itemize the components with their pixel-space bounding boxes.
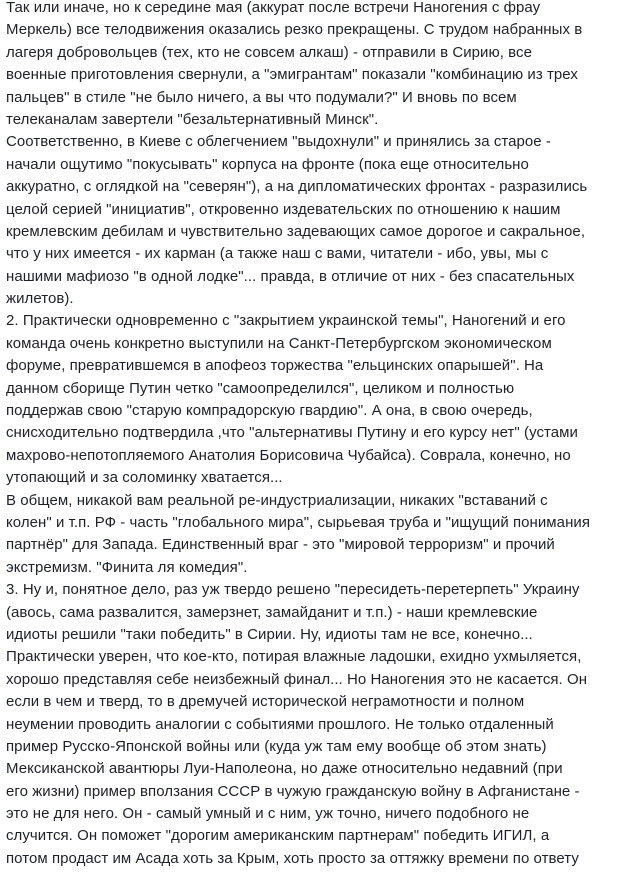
text-line: неумении проводить аналогии с событиями прошлого. Не только отдаленный <box>6 715 554 733</box>
text-line: это не для него. Он - самый умный и с ним, уж точно, ничего подобного не <box>6 805 530 823</box>
text-line: кремлевским дебилам и чувствительно задевающих самое дорогое и сакральное, <box>6 222 586 240</box>
text-line: поддержав свою "старую компрадорскую гвардию". А она, в свою очередь, <box>6 402 533 420</box>
text-line: махрово-непотопляемого Анатолия Борисовича Чубайса). Соврала, конечно, но <box>6 446 571 464</box>
text-line: 3. Ну и, понятное дело, раз уж твердо решено "пересидеть-перетерпеть" Украину <box>6 581 580 599</box>
text-line: пример Русско-Японской войны или (куда уж там ему вообще об этом знать) <box>6 737 547 755</box>
text-line: идиоты решили "таки победить" в Сирии. Ну, идиоты там не все, конечно... <box>6 625 533 643</box>
text-line: потом продаст им Асада хоть за Крым, хоть просто за оттяжку времени по ответу <box>6 849 579 867</box>
text-line: лагеря добровольцев (тех, кто не совсем алкаш) - отправили в Сирию, все <box>6 43 532 61</box>
text-line: начали ощутимо "покусывать" корпуса на фронте (пока еще относительно <box>6 155 529 173</box>
text-line: если в чем и тверд, то в дремучей исторической неграмотности и полном <box>6 693 525 711</box>
text-line: колен" и т.п. РФ - часть "глобального мира", сырьевая труба и "ищущий понимания <box>6 513 590 531</box>
text-line: Практически уверен, что кое-кто, потирая влажные ладошки, ехидно ухмыляется, <box>6 648 582 666</box>
text-line: военные приготовления свернули, а "эмигрантам" показали "комбинацию из трех <box>6 66 578 84</box>
text-line: нашими мафиозо "в одной лодке"... правда, в отличие от них - без спасательных <box>6 267 575 285</box>
text-line: Так или иначе, но к середине мая (аккурат после встречи Наногения с фрау <box>6 0 541 16</box>
text-line: данном сборище Путин четко "самоопределился", целиком и полностью <box>6 379 515 397</box>
text-line: снисходительно подтвердила ,что "альтернативы Путину и его курсу нет" (устами <box>6 424 578 442</box>
text-line: Меркель) все телодвижения оказались резко прекращены. С трудом набранных в <box>6 21 583 39</box>
text-line: случится. Он поможет "дорогим американским партнерам" победить ИГИЛ, а <box>6 827 550 845</box>
text-line: 2. Практически одновременно с "закрытием украинской темы", Наногений и его <box>6 312 566 330</box>
text-line: (авось, сама развалится, замерзнет, замайданит и т.п.) - наши кремлевские <box>6 603 538 621</box>
text-line: хорошо представляя себе неизбежный финал... Но Наногения это не касается. Он <box>6 670 588 688</box>
text-line: пальцев" в стиле "не было ничего, а вы что подумали?" И вновь по всем <box>6 88 517 106</box>
text-line: аккуратно, с оглядкой на "северян"), а на дипломатических фронтах - разразились <box>6 178 588 196</box>
text-line: форуме, превратившемся в апофеоз торжества "ельцинских опарышей". На <box>6 357 544 375</box>
text-line: телеканалам завертели "безальтернативный Минск". <box>6 110 379 128</box>
text-line: команда очень конкретно выступили на Санкт-Петербургском экономическом <box>6 334 552 352</box>
article-text <box>6 0 638 870</box>
text-line: Мексиканской авантюры Луи-Наполеона, но даже относительно недавний (при <box>6 760 563 778</box>
text-line: утопающий и за соломинку хватается... <box>6 469 283 487</box>
text-line: целой серией "инициатив", откровенно издевательских по отношению к нашим <box>6 200 561 218</box>
text-line: его жизни) пример вползания СССР в чужую гражданскую войну в Афганистане - <box>6 782 580 800</box>
text-line: В общем, никакой вам реальной ре-индустриализации, никаких "вставаний с <box>6 491 548 509</box>
text-line: партнёр" для Запада. Единственный враг - это "мировой терроризм" и прочий <box>6 536 555 554</box>
text-line: Соответственно, в Киеве с облегчением "выдохнули" и принялись за старое - <box>6 133 551 151</box>
text-line: жилетов). <box>6 290 74 308</box>
text-line: что у них имеется - их карман (а также наш с вами, читатели - ибо, увы, мы с <box>6 245 549 263</box>
text-line: экстремизм. "Финита ля комедия". <box>6 558 248 576</box>
